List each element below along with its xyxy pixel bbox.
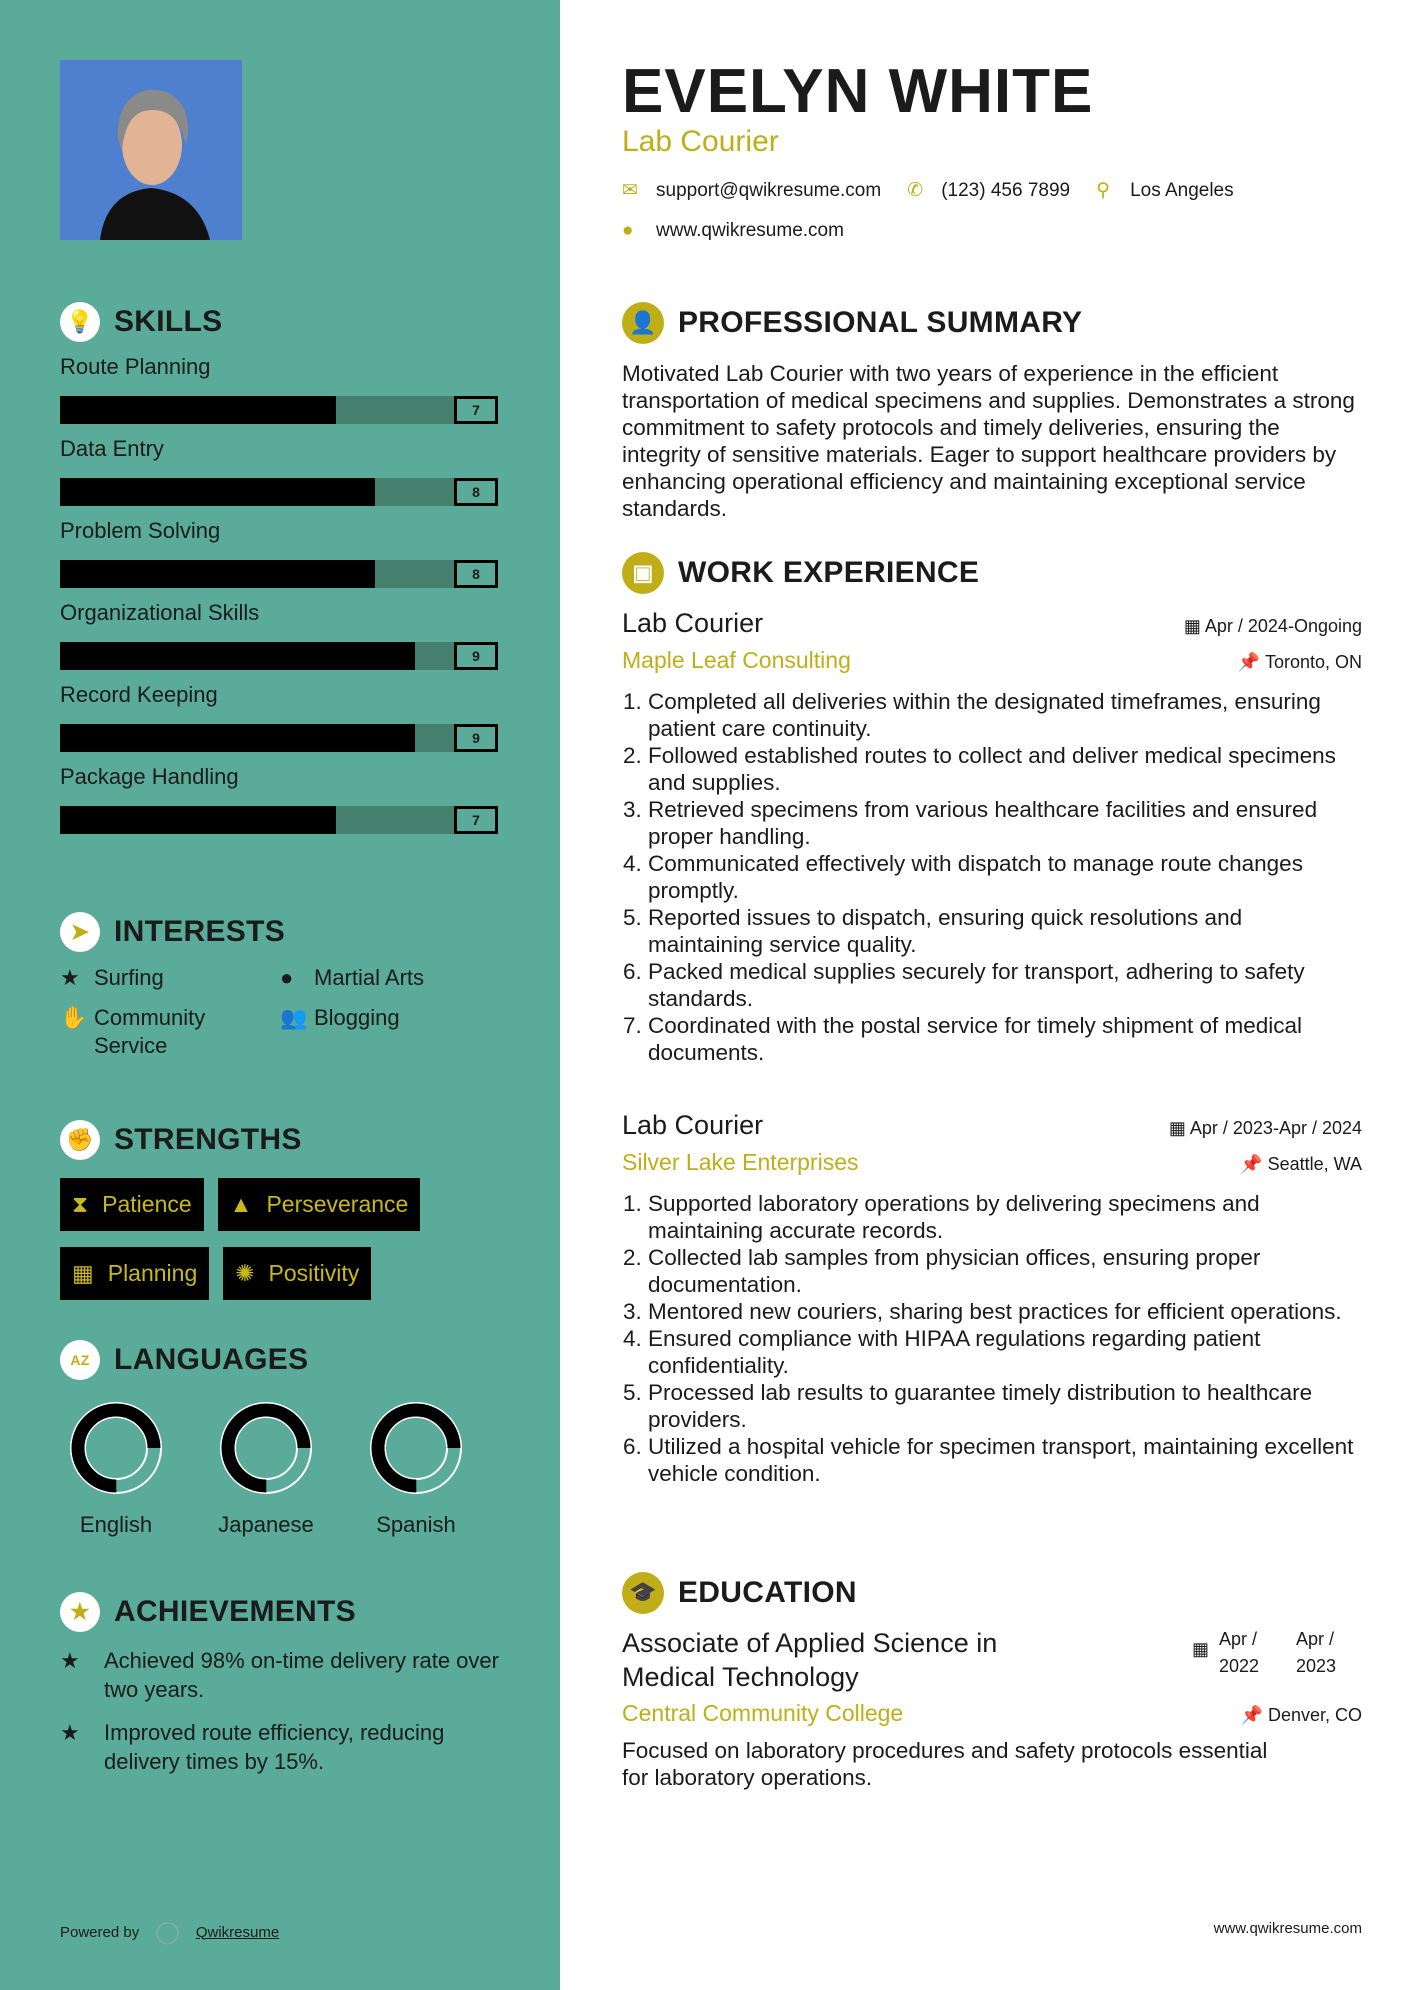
skill-label: Organizational Skills	[60, 600, 260, 625]
skill-bar	[60, 560, 498, 588]
hourglass-icon: ⧗	[72, 1191, 89, 1217]
road-icon: ▲	[229, 1191, 253, 1217]
job-bullet: 2. Followed established routes to collect and deliver medical specimens and supplies.	[648, 742, 1362, 796]
job-bullet: 4. Communicated effectively with dispatch to manage route changes promptly.	[648, 850, 1362, 904]
education-title: EDUCATION	[678, 1576, 857, 1609]
interest-label: Blogging	[314, 1005, 400, 1030]
map-pin-icon: ⚲	[1096, 180, 1111, 201]
education-text: Focused on laboratory procedures and safety protocols essential for laboratory operations.	[622, 1738, 1268, 1790]
job-bullet: 6. Packed medical supplies securely for transport, adhering to safety standards.	[648, 958, 1362, 1012]
strength-label: Patience	[102, 1191, 192, 1217]
job-bullet: 3. Retrieved specimens from various healthcare facilities and ensured proper handling.	[648, 796, 1362, 850]
degree: Associate of Applied Science in Medical Technology	[622, 1628, 998, 1692]
star-icon: ★	[60, 965, 80, 990]
work-title: WORK EXPERIENCE	[678, 556, 980, 589]
languages-title: LANGUAGES	[114, 1343, 309, 1376]
job-title: Lab Courier	[622, 608, 764, 638]
job-bullet: 4. Ensured compliance with HIPAA regulations regarding patient confidentiality.	[648, 1325, 1362, 1379]
skill-bar-fill	[60, 478, 375, 506]
skill-bar	[60, 396, 498, 424]
globe-icon: ●	[280, 965, 294, 990]
strength-chip	[60, 1247, 209, 1300]
strength-chip	[218, 1178, 421, 1231]
language-label: English	[79, 1512, 153, 1537]
achievements-heading	[60, 1592, 520, 1632]
education-section	[622, 1572, 1362, 1791]
job-bullet: 1. Supported laboratory operations by delivering specimens and maintaining accurate records.	[648, 1190, 1362, 1244]
qwikresume-link[interactable]: Qwikresume	[195, 1923, 280, 1941]
skill-label: Route Planning	[60, 354, 211, 379]
interest-label: Surfing	[94, 965, 164, 990]
sun-icon: ✺	[235, 1260, 255, 1286]
calendar-icon: ▦	[72, 1260, 94, 1286]
globe-icon: ●	[622, 220, 634, 241]
phone-icon: ✆	[907, 180, 924, 201]
hand-icon: ✋	[60, 1005, 88, 1030]
skill-item	[60, 436, 500, 506]
language-item	[66, 1400, 166, 1538]
language-donut	[368, 1400, 464, 1496]
skills-section	[60, 302, 500, 834]
job-entry	[622, 1110, 1362, 1487]
skill-label: Package Handling	[60, 764, 239, 789]
job-title: Lab Courier	[622, 1110, 764, 1140]
skill-score: 9	[454, 642, 498, 670]
location: Los Angeles	[1130, 179, 1234, 201]
pushpin-icon: 📌	[1240, 1705, 1263, 1725]
achievement-item	[60, 1718, 520, 1776]
skill-score: 9	[454, 724, 498, 752]
company: Maple Leaf Consulting	[622, 647, 851, 673]
strength-chip	[223, 1247, 371, 1300]
skill-bar	[60, 806, 498, 834]
job-bullet: 6. Utilized a hospital vehicle for specimen transport, maintaining excellent vehicle condition.	[648, 1433, 1362, 1487]
phone: (123) 456 7899	[941, 179, 1071, 201]
strengths-title: STRENGTHS	[114, 1123, 302, 1156]
summary-text: Motivated Lab Courier with two years of experience in the efficient transportation of medical specimens and supplies. Demonstrates a strong commitment to safety protocols and timely deliveries, ensuring the integrity of sensitive materials. Eager to support healthcare providers by enhancing operational efficiency and maintaining exceptional service standards.	[622, 361, 1355, 521]
briefcase-icon: ▣	[622, 552, 664, 594]
strength-chip	[60, 1178, 204, 1231]
translate-icon: AZ	[60, 1340, 100, 1380]
skill-score: 7	[454, 396, 498, 424]
interests-title: INTERESTS	[114, 915, 286, 948]
shooting-star-icon: ★	[60, 1648, 80, 1673]
work-section	[622, 552, 1362, 1487]
job-location: Seattle, WA	[1267, 1154, 1362, 1174]
language-donut	[218, 1400, 314, 1496]
calendar-icon: ▦	[1192, 1639, 1210, 1659]
achievement-text: Improved route efficiency, reducing delivery times by 15%.	[104, 1720, 445, 1774]
interest-item	[280, 964, 500, 992]
skill-item	[60, 354, 500, 424]
skill-item	[60, 764, 500, 834]
graduate-icon: 🎓	[622, 1572, 664, 1614]
job-bullet: 5. Reported issues to dispatch, ensuring quick resolutions and maintaining service quality.	[648, 904, 1362, 958]
profile-photo	[60, 60, 242, 240]
languages-heading	[60, 1340, 520, 1380]
job-bullet: 1. Completed all deliveries within the designated timeframes, ensuring patient care continuity.	[648, 688, 1362, 742]
education-heading	[622, 1572, 1362, 1614]
website[interactable]: www.qwikresume.com	[656, 220, 844, 241]
interest-item	[60, 964, 280, 992]
skill-bar	[60, 724, 498, 752]
job-bullet: 5. Processed lab results to guarantee timely distribution to healthcare providers.	[648, 1379, 1362, 1433]
job-entry	[622, 608, 1362, 1066]
candidate-name: EVELYN WHITE	[622, 57, 1094, 126]
interest-item	[280, 1004, 500, 1060]
skill-bar-fill	[60, 396, 336, 424]
achievement-item	[60, 1646, 520, 1704]
education-dates	[1192, 1626, 1362, 1694]
skill-score: 7	[454, 806, 498, 834]
fist-icon: ✊	[60, 1120, 100, 1160]
language-label: Spanish	[376, 1512, 456, 1537]
language-donut	[68, 1400, 164, 1496]
skill-score: 8	[454, 560, 498, 588]
pushpin-icon: 📌	[1237, 652, 1261, 672]
powered-by	[60, 1919, 279, 1945]
footer-website[interactable]: www.qwikresume.com	[1213, 1920, 1362, 1937]
job-bullet: 3. Mentored new couriers, sharing best practices for efficient operations.	[648, 1298, 1362, 1325]
skill-label: Data Entry	[60, 436, 164, 461]
header	[622, 56, 1362, 242]
languages-section	[60, 1340, 520, 1538]
user-icon: 👤	[622, 302, 664, 344]
education-location: Denver, CO	[1267, 1705, 1362, 1725]
skill-bar	[60, 478, 498, 506]
skill-bar-fill	[60, 724, 415, 752]
interests-section	[60, 912, 520, 1060]
lightbulb-icon: 💡	[60, 302, 100, 342]
interest-label: Community Service	[94, 1005, 206, 1058]
strength-label: Planning	[107, 1260, 198, 1286]
qwikresume-logo-icon: ◯	[155, 1919, 180, 1944]
summary-section	[622, 302, 1362, 522]
shooting-star-icon: ★	[60, 1720, 80, 1745]
strength-label: Positivity	[268, 1260, 360, 1286]
skill-score: 8	[454, 478, 498, 506]
skill-bar-fill	[60, 642, 415, 670]
interests-heading	[60, 912, 520, 952]
candidate-title: Lab Courier	[622, 125, 779, 158]
skill-item	[60, 682, 500, 752]
job-bullets	[622, 1190, 1362, 1487]
users-icon: 👥	[280, 1005, 308, 1030]
job-bullets	[622, 688, 1362, 1066]
language-item	[366, 1400, 466, 1538]
interest-label: Martial Arts	[314, 965, 425, 990]
job-bullet: 2. Collected lab samples from physician offices, ensuring proper documentation.	[648, 1244, 1362, 1298]
email[interactable]: support@qwikresume.com	[656, 179, 882, 201]
language-label: Japanese	[218, 1512, 314, 1537]
skills-heading	[60, 302, 500, 342]
skill-item	[60, 600, 500, 670]
achievements-section	[60, 1592, 520, 1776]
job-location: Toronto, ON	[1264, 652, 1362, 672]
summary-title: PROFESSIONAL SUMMARY	[678, 306, 1083, 339]
education-start: Apr / 2022	[1219, 1629, 1260, 1676]
envelope-icon: ✉	[622, 180, 638, 201]
education-end: Apr / 2023	[1296, 1629, 1337, 1676]
job-dates: Apr / 2023-Apr / 2024	[1189, 1118, 1362, 1138]
skill-label: Problem Solving	[60, 518, 221, 543]
work-heading	[622, 552, 1362, 594]
strengths-section	[60, 1120, 520, 1300]
calendar-icon: ▦	[1168, 1118, 1186, 1138]
language-item	[216, 1400, 316, 1538]
company: Silver Lake Enterprises	[622, 1149, 859, 1175]
summary-heading	[622, 302, 1362, 344]
job-bullet: 7. Coordinated with the postal service for timely shipment of medical documents.	[648, 1012, 1362, 1066]
pushpin-icon: 📌	[1240, 1154, 1263, 1174]
achievements-title: ACHIEVEMENTS	[114, 1595, 356, 1628]
skill-bar-fill	[60, 806, 336, 834]
strengths-heading	[60, 1120, 520, 1160]
interest-item	[60, 1004, 280, 1060]
job-dates: Apr / 2024-Ongoing	[1204, 616, 1362, 636]
strength-label: Perseverance	[266, 1191, 409, 1217]
school: Central Community College	[622, 1700, 904, 1726]
star-award-icon: ★	[60, 1592, 100, 1632]
achievement-text: Achieved 98% on-time delivery rate over two years.	[104, 1648, 499, 1702]
powered-by-label: Powered by	[60, 1923, 140, 1941]
skill-item	[60, 518, 500, 588]
skills-title: SKILLS	[114, 305, 223, 338]
skill-label: Record Keeping	[60, 682, 218, 707]
paper-plane-icon: ➤	[60, 912, 100, 952]
skill-bar	[60, 642, 498, 670]
skill-bar-fill	[60, 560, 375, 588]
calendar-icon: ▦	[1183, 616, 1201, 636]
